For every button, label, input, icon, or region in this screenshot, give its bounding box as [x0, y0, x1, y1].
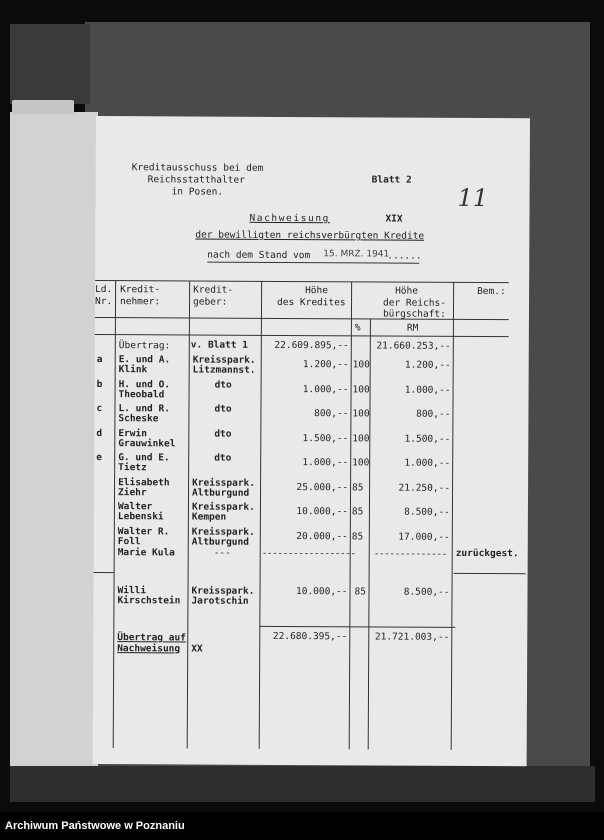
guarantee-amount: 17.000,--: [398, 531, 450, 543]
lender-name-1: Kreisspark.: [192, 354, 256, 366]
guarantee-percent: 85: [351, 506, 364, 518]
total-rule: [259, 626, 455, 628]
withdrawn-amount-dashes: ------------------: [261, 547, 356, 560]
col-nr-top: Ld.: [95, 283, 113, 296]
nr-column-rule: [94, 572, 114, 573]
bottom-strip: [10, 766, 595, 802]
lender-name-1: dto: [214, 379, 232, 391]
lender-name-2: Altburgund: [192, 487, 250, 499]
borrower-name-1: L. und R.: [118, 403, 170, 415]
guarantee-amount: 1.000,--: [404, 457, 451, 469]
total-label-1: Übertrag auf: [117, 632, 186, 644]
guarantee-percent: 100: [352, 408, 370, 420]
unit-rm: RM: [406, 322, 419, 334]
credit-amount: 1.200,--: [302, 359, 349, 371]
underlying-sheet-tab: [12, 100, 74, 114]
borrower-name-2: Ziehr: [118, 486, 147, 498]
last-row-lender-2: Jarotschin: [191, 595, 249, 607]
credit-amount: 25.000,--: [296, 481, 349, 493]
borrower-name-1: Walter R.: [117, 525, 170, 537]
row-number: d: [96, 427, 103, 439]
col-amount-2: des Kredites: [276, 296, 346, 309]
guarantee-percent: 100: [352, 383, 370, 395]
lender-name-1: Kreisspark.: [191, 526, 255, 538]
guarantee-amount: 800,--: [416, 408, 451, 420]
carryover-guarantee: 21.660.253,--: [376, 340, 451, 352]
row-number: b: [96, 378, 103, 390]
col-borrower-1: Kredit-: [120, 284, 161, 296]
date-underline: [207, 262, 419, 264]
date-suffix: ......: [387, 250, 422, 262]
date-stamp: 15. MRZ. 1941: [323, 249, 390, 260]
credit-amount: 1.000,--: [302, 457, 349, 469]
last-row-lender-1: Kreisspark.: [191, 585, 255, 597]
col-lender-2: geber:: [192, 296, 228, 308]
org-line-1: Kreditausschuss bei dem: [131, 162, 264, 174]
borrower-name-2: Theobald: [118, 388, 165, 400]
borrower-name-1: E. und A.: [118, 354, 171, 366]
col-nr-bottom: Nr.: [94, 295, 113, 308]
last-row-name-2: Kirschstein: [117, 595, 181, 607]
total-guarantee: 21.721.003,--: [374, 631, 450, 643]
total-label-2: Nachweisung: [117, 643, 181, 655]
guarantee-amount: 1.500,--: [404, 433, 451, 445]
withdrawn-lender: ---: [213, 547, 231, 559]
col-guarantee-2: der Reichs-: [382, 297, 446, 309]
row-number: e: [96, 452, 102, 464]
remarks-rule: [454, 573, 526, 574]
title-roman: XIX: [385, 213, 403, 225]
handwritten-page-number: 11: [457, 183, 489, 213]
date-prefix: nach dem Stand vom: [207, 249, 311, 262]
row-number: c: [96, 403, 103, 415]
guarantee-percent: 85: [351, 530, 364, 542]
org-line-2: Reichsstatthalter: [147, 174, 245, 186]
underlying-sheet: [10, 112, 98, 767]
col-lender-1: Kredit-: [193, 284, 234, 296]
sheet-number: Blatt 2: [371, 174, 412, 186]
borrower-name-2: Tietz: [118, 462, 147, 474]
col-line-2: [187, 280, 190, 748]
last-row-pct: 85: [354, 586, 366, 598]
withdrawn-guarantee-dashes: --------------: [373, 548, 447, 560]
col-remarks: Bem.:: [477, 285, 506, 298]
total-roman: XX: [191, 643, 203, 655]
borrower-name-1: Elisabeth: [118, 476, 170, 488]
withdrawn-name: Marie Kula: [117, 547, 175, 559]
carryover-from: v. Blatt 1: [190, 339, 249, 351]
document-title: Nachweisung: [249, 212, 331, 225]
col-guarantee-1: Höhe: [395, 285, 419, 297]
borrower-name-2: Klink: [118, 364, 148, 376]
subtitle: der bewilligten reichsverbürgten Kredite: [195, 229, 425, 242]
guarantee-percent: 100: [352, 359, 370, 371]
lender-name-2: Altburgund: [191, 536, 250, 548]
borrower-name-2: Foll: [117, 535, 141, 547]
guarantee-percent: 100: [352, 432, 370, 444]
board-edge: [10, 24, 90, 104]
total-amount: 22.680.395,--: [272, 630, 348, 643]
lender-name-1: Kreisspark.: [191, 501, 255, 513]
lender-name-2: Litzmannst.: [192, 364, 256, 376]
row-number: a: [96, 354, 103, 366]
unit-percent: %: [354, 322, 361, 334]
table-top-rule: [95, 280, 509, 283]
guarantee-percent: 100: [352, 457, 370, 469]
credit-amount: 1.500,--: [302, 432, 349, 444]
document-page: [93, 116, 530, 766]
carryover-label: Übertrag:: [118, 340, 171, 352]
credit-amount: 1.000,--: [302, 383, 349, 395]
borrower-name-1: Erwin: [118, 427, 147, 439]
borrower-name-2: Grauwinkel: [118, 437, 176, 449]
archive-footer: Archiwum Państwowe w Poznaniu: [0, 812, 604, 840]
credit-amount: 20.000,--: [296, 530, 348, 542]
borrower-name-1: Walter: [117, 501, 153, 513]
borrower-name-2: Lebenski: [117, 511, 164, 523]
last-row-name-1: Willi: [117, 585, 147, 597]
lender-name-1: dto: [214, 452, 232, 464]
borrower-name-2: Scheske: [118, 413, 159, 425]
col-line-1: [113, 280, 116, 748]
borrower-name-1: G. und E.: [118, 452, 170, 464]
col-guarantee-3: bürgschaft:: [382, 308, 446, 320]
withdrawn-remark: zurückgest.: [455, 547, 519, 560]
credit-amount: 10.000,--: [296, 506, 348, 518]
lender-name-1: dto: [214, 403, 232, 415]
credit-amount: 800,--: [314, 408, 349, 420]
guarantee-amount: 1.200,--: [404, 359, 451, 371]
guarantee-amount: 21.250,--: [398, 482, 451, 494]
guarantee-amount: 1.000,--: [404, 384, 451, 396]
last-row-guarantee: 8.500,--: [403, 586, 450, 598]
guarantee-percent: 85: [352, 481, 364, 493]
lender-name-1: Kreisspark.: [192, 477, 256, 489]
carryover-amount: 22.609.895,--: [274, 339, 349, 352]
col-line-6: [451, 282, 454, 750]
header-rule: [95, 317, 509, 320]
last-row-amount: 10.000,--: [295, 586, 348, 598]
org-line-3: in Posen.: [171, 186, 224, 198]
lender-name-1: dto: [214, 428, 232, 440]
col-borrower-2: nehmer:: [119, 296, 161, 308]
col-amount-1: Höhe: [305, 285, 329, 297]
borrower-name-1: H. und O.: [118, 378, 171, 390]
unit-rule: [95, 334, 509, 337]
lender-name-2: Kempen: [191, 511, 227, 523]
guarantee-amount: 8.500,--: [404, 506, 450, 518]
